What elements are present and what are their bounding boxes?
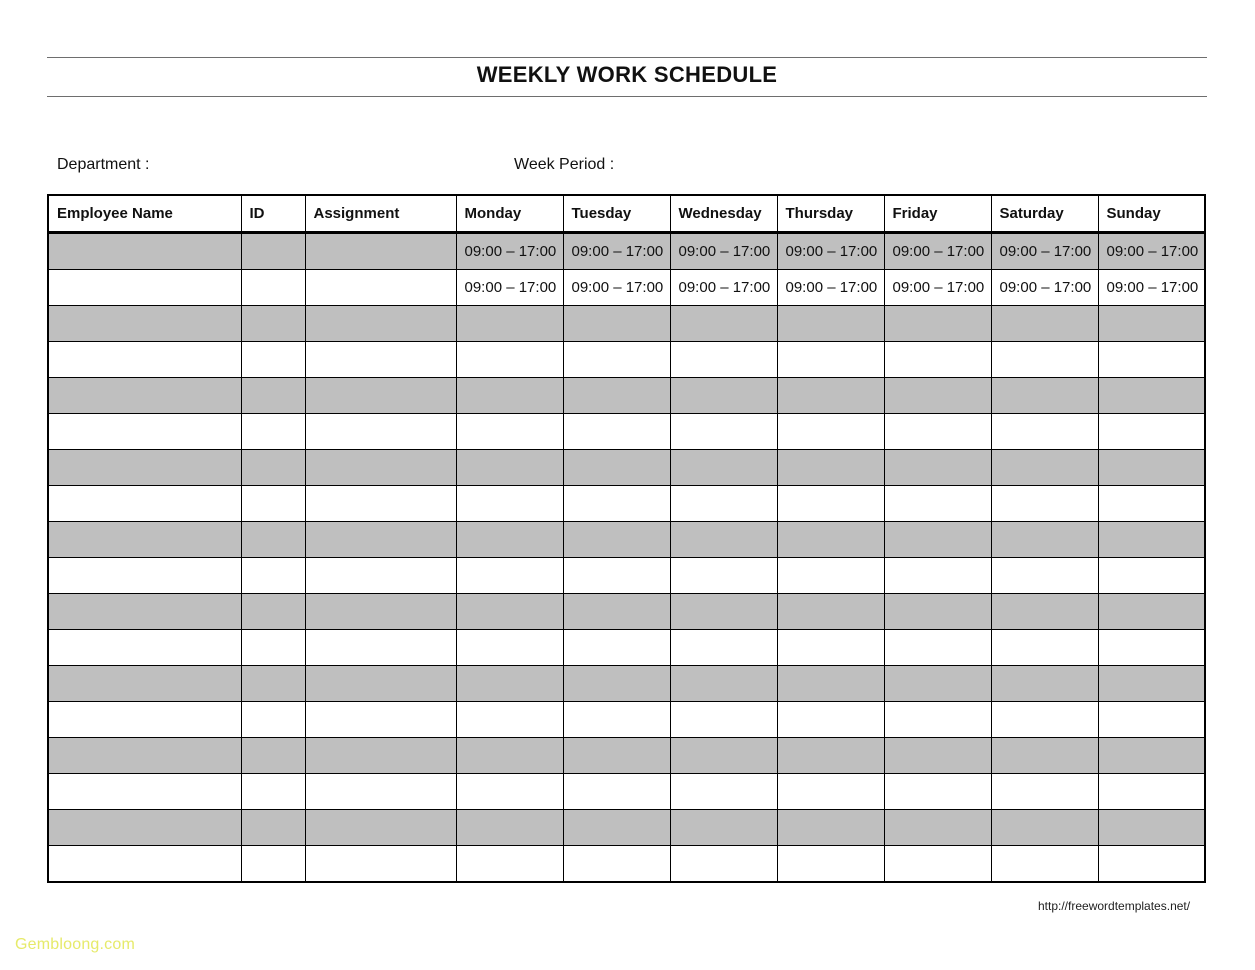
table-cell[interactable]: [456, 342, 563, 378]
table-cell[interactable]: 09:00 – 17:00: [1098, 233, 1205, 270]
table-cell[interactable]: [563, 414, 670, 450]
table-cell[interactable]: [563, 522, 670, 558]
table-cell[interactable]: [241, 630, 305, 666]
table-cell[interactable]: [456, 522, 563, 558]
table-cell[interactable]: [884, 342, 991, 378]
table-cell[interactable]: [241, 342, 305, 378]
table-cell[interactable]: [241, 594, 305, 630]
table-cell[interactable]: [48, 594, 241, 630]
table-cell[interactable]: 09:00 – 17:00: [456, 233, 563, 270]
table-cell[interactable]: [991, 306, 1098, 342]
table-cell[interactable]: [991, 522, 1098, 558]
table-cell[interactable]: 09:00 – 17:00: [884, 270, 991, 306]
table-cell[interactable]: [563, 486, 670, 522]
table-cell[interactable]: 09:00 – 17:00: [563, 233, 670, 270]
table-cell[interactable]: [48, 774, 241, 810]
table-cell[interactable]: [991, 630, 1098, 666]
column-header: Employee Name: [48, 195, 241, 233]
table-cell[interactable]: [1098, 558, 1205, 594]
table-cell[interactable]: [456, 306, 563, 342]
table-cell[interactable]: 09:00 – 17:00: [884, 233, 991, 270]
table-cell[interactable]: [1098, 486, 1205, 522]
table-cell[interactable]: [241, 846, 305, 883]
table-cell[interactable]: [670, 738, 777, 774]
column-header: Saturday: [991, 195, 1098, 233]
table-cell[interactable]: [456, 630, 563, 666]
table-cell[interactable]: [563, 738, 670, 774]
table-cell[interactable]: [456, 774, 563, 810]
table-cell[interactable]: [991, 342, 1098, 378]
table-cell[interactable]: [48, 738, 241, 774]
table-cell[interactable]: [241, 738, 305, 774]
table-cell[interactable]: [670, 522, 777, 558]
table-row: [48, 846, 1205, 883]
table-cell[interactable]: 09:00 – 17:00: [563, 270, 670, 306]
table-cell[interactable]: [1098, 414, 1205, 450]
table-cell[interactable]: [305, 522, 456, 558]
table-cell[interactable]: [241, 414, 305, 450]
table-cell[interactable]: [884, 450, 991, 486]
table-cell[interactable]: [563, 306, 670, 342]
table-cell[interactable]: [1098, 306, 1205, 342]
table-cell[interactable]: [777, 378, 884, 414]
column-header: Assignment: [305, 195, 456, 233]
table-row: [48, 666, 1205, 702]
table-cell[interactable]: [305, 378, 456, 414]
week-period-label: Week Period :: [514, 156, 615, 173]
table-cell[interactable]: [884, 378, 991, 414]
table-cell[interactable]: [456, 450, 563, 486]
column-header: Monday: [456, 195, 563, 233]
table-cell[interactable]: [670, 810, 777, 846]
table-cell[interactable]: [777, 558, 884, 594]
table-cell[interactable]: [563, 558, 670, 594]
table-row: [48, 594, 1205, 630]
table-cell[interactable]: [456, 594, 563, 630]
column-header: Thursday: [777, 195, 884, 233]
table-cell[interactable]: [884, 522, 991, 558]
table-cell[interactable]: [1098, 846, 1205, 883]
table-cell[interactable]: [241, 774, 305, 810]
table-row: [48, 450, 1205, 486]
top-rule: [47, 57, 1207, 58]
table-cell[interactable]: [48, 342, 241, 378]
table-row: [48, 738, 1205, 774]
table-row: [48, 486, 1205, 522]
table-cell[interactable]: [1098, 378, 1205, 414]
table-cell[interactable]: [305, 342, 456, 378]
table-cell[interactable]: [777, 594, 884, 630]
table-cell[interactable]: [48, 810, 241, 846]
table-cell[interactable]: [563, 630, 670, 666]
table-row: [48, 702, 1205, 738]
table-cell[interactable]: [563, 594, 670, 630]
footer-url[interactable]: http://freewordtemplates.net/: [1038, 899, 1191, 913]
table-cell[interactable]: 09:00 – 17:00: [991, 270, 1098, 306]
table-row: [48, 414, 1205, 450]
table-cell[interactable]: [241, 378, 305, 414]
table-cell[interactable]: [1098, 702, 1205, 738]
table-cell[interactable]: [48, 414, 241, 450]
table-cell[interactable]: [777, 630, 884, 666]
table-cell[interactable]: [305, 558, 456, 594]
table-cell[interactable]: [670, 630, 777, 666]
table-cell[interactable]: [563, 774, 670, 810]
table-cell[interactable]: [48, 522, 241, 558]
table-cell[interactable]: [884, 414, 991, 450]
table-row: [48, 378, 1205, 414]
table-cell[interactable]: [670, 306, 777, 342]
table-cell[interactable]: [670, 414, 777, 450]
column-header: ID: [241, 195, 305, 233]
table-cell[interactable]: [777, 702, 884, 738]
table-cell[interactable]: [777, 522, 884, 558]
table-cell[interactable]: [305, 630, 456, 666]
table-cell[interactable]: [48, 270, 241, 306]
table-cell[interactable]: [305, 774, 456, 810]
table-cell[interactable]: [241, 306, 305, 342]
table-cell[interactable]: [241, 522, 305, 558]
table-cell[interactable]: [241, 233, 305, 270]
table-cell[interactable]: [884, 702, 991, 738]
table-cell[interactable]: [1098, 810, 1205, 846]
table-cell[interactable]: [241, 486, 305, 522]
table-cell[interactable]: [991, 738, 1098, 774]
table-cell[interactable]: [305, 414, 456, 450]
table-cell[interactable]: [777, 486, 884, 522]
table-cell[interactable]: [563, 342, 670, 378]
table-cell[interactable]: [884, 846, 991, 883]
watermark-text: Gembloong.com: [15, 936, 135, 953]
table-cell[interactable]: [305, 594, 456, 630]
column-header: Friday: [884, 195, 991, 233]
table-cell[interactable]: [241, 810, 305, 846]
table-cell[interactable]: [563, 846, 670, 883]
table-cell[interactable]: [777, 342, 884, 378]
table-cell[interactable]: [456, 414, 563, 450]
table-cell[interactable]: [884, 558, 991, 594]
table-row: [48, 306, 1205, 342]
table-cell[interactable]: 09:00 – 17:00: [670, 233, 777, 270]
table-cell[interactable]: [1098, 594, 1205, 630]
table-cell[interactable]: [991, 450, 1098, 486]
table-cell[interactable]: [991, 810, 1098, 846]
table-cell[interactable]: [777, 306, 884, 342]
table-cell[interactable]: [456, 666, 563, 702]
table-cell[interactable]: [456, 486, 563, 522]
table-row: [48, 270, 1205, 306]
table-cell[interactable]: [241, 270, 305, 306]
table-cell[interactable]: 09:00 – 17:00: [777, 233, 884, 270]
table-cell[interactable]: [777, 450, 884, 486]
table-cell[interactable]: [241, 558, 305, 594]
table-cell[interactable]: [48, 558, 241, 594]
table-cell[interactable]: [1098, 738, 1205, 774]
schedule-table: [47, 194, 1206, 883]
table-cell[interactable]: [884, 810, 991, 846]
table-cell[interactable]: [991, 486, 1098, 522]
table-cell[interactable]: [456, 558, 563, 594]
column-header: Sunday: [1098, 195, 1205, 233]
table-cell[interactable]: 09:00 – 17:00: [777, 270, 884, 306]
table-cell[interactable]: [48, 450, 241, 486]
table-cell[interactable]: [48, 378, 241, 414]
table-row: [48, 342, 1205, 378]
table-cell[interactable]: [48, 666, 241, 702]
table-cell[interactable]: [456, 378, 563, 414]
table-cell[interactable]: [670, 702, 777, 738]
table-cell[interactable]: 09:00 – 17:00: [991, 233, 1098, 270]
table-cell[interactable]: [305, 666, 456, 702]
table-cell[interactable]: [1098, 774, 1205, 810]
table-cell[interactable]: [305, 486, 456, 522]
table-cell[interactable]: [991, 846, 1098, 883]
table-cell[interactable]: [777, 666, 884, 702]
column-header: Wednesday: [670, 195, 777, 233]
table-cell[interactable]: [241, 666, 305, 702]
table-cell[interactable]: [670, 558, 777, 594]
table-header-row: [48, 195, 1205, 233]
table-cell[interactable]: [991, 666, 1098, 702]
table-cell[interactable]: [305, 270, 456, 306]
table-cell[interactable]: [48, 702, 241, 738]
table-cell[interactable]: [991, 558, 1098, 594]
table-cell[interactable]: [1098, 630, 1205, 666]
table-cell[interactable]: [670, 342, 777, 378]
table-cell[interactable]: [305, 810, 456, 846]
table-cell[interactable]: [777, 738, 884, 774]
table-row: [48, 233, 1205, 270]
table-cell[interactable]: [991, 414, 1098, 450]
page-title: WEEKLY WORK SCHEDULE: [476, 62, 778, 87]
table-cell[interactable]: [670, 450, 777, 486]
table-cell[interactable]: [563, 378, 670, 414]
table-cell[interactable]: [670, 666, 777, 702]
table-cell[interactable]: [456, 738, 563, 774]
table-cell[interactable]: [305, 233, 456, 270]
table-cell[interactable]: [456, 846, 563, 883]
table-row: [48, 810, 1205, 846]
table-cell[interactable]: 09:00 – 17:00: [1098, 270, 1205, 306]
table-cell[interactable]: [48, 846, 241, 883]
table-cell[interactable]: [991, 594, 1098, 630]
table-cell[interactable]: [884, 594, 991, 630]
table-row: [48, 774, 1205, 810]
table-row: [48, 522, 1205, 558]
table-cell[interactable]: [456, 702, 563, 738]
table-cell[interactable]: [777, 810, 884, 846]
table-cell[interactable]: [305, 846, 456, 883]
table-cell[interactable]: [563, 666, 670, 702]
table-cell[interactable]: [777, 846, 884, 883]
table-cell[interactable]: [777, 414, 884, 450]
table-cell[interactable]: [305, 450, 456, 486]
table-cell[interactable]: [48, 630, 241, 666]
table-cell[interactable]: [305, 306, 456, 342]
table-cell[interactable]: [1098, 450, 1205, 486]
table-cell[interactable]: [48, 233, 241, 270]
table-cell[interactable]: [241, 702, 305, 738]
table-cell[interactable]: [884, 666, 991, 702]
table-cell[interactable]: [884, 306, 991, 342]
table-cell[interactable]: [991, 378, 1098, 414]
table-row: [48, 558, 1205, 594]
table-cell[interactable]: [563, 702, 670, 738]
table-cell[interactable]: [563, 810, 670, 846]
table-row: [48, 630, 1205, 666]
table-cell[interactable]: [241, 450, 305, 486]
table-cell[interactable]: [670, 594, 777, 630]
table-cell[interactable]: [670, 846, 777, 883]
table-cell[interactable]: [1098, 522, 1205, 558]
table-cell[interactable]: [1098, 666, 1205, 702]
bottom-rule: [47, 96, 1207, 97]
table-cell[interactable]: 09:00 – 17:00: [456, 270, 563, 306]
table-cell[interactable]: [456, 810, 563, 846]
table-cell[interactable]: [305, 738, 456, 774]
table-cell[interactable]: [1098, 342, 1205, 378]
table-cell[interactable]: [563, 450, 670, 486]
department-label: Department :: [57, 156, 150, 173]
table-cell[interactable]: [670, 486, 777, 522]
table-cell[interactable]: [48, 486, 241, 522]
column-header: Tuesday: [563, 195, 670, 233]
table-cell[interactable]: [48, 306, 241, 342]
table-cell[interactable]: [884, 738, 991, 774]
table-cell[interactable]: [884, 630, 991, 666]
table-cell[interactable]: [777, 774, 884, 810]
table-cell[interactable]: [670, 774, 777, 810]
table-cell[interactable]: 09:00 – 17:00: [670, 270, 777, 306]
table-cell[interactable]: [884, 774, 991, 810]
table-cell[interactable]: [305, 702, 456, 738]
table-body: [48, 233, 1205, 883]
table-cell[interactable]: [670, 378, 777, 414]
table-cell[interactable]: [991, 774, 1098, 810]
table-cell[interactable]: [884, 486, 991, 522]
table-cell[interactable]: [991, 702, 1098, 738]
